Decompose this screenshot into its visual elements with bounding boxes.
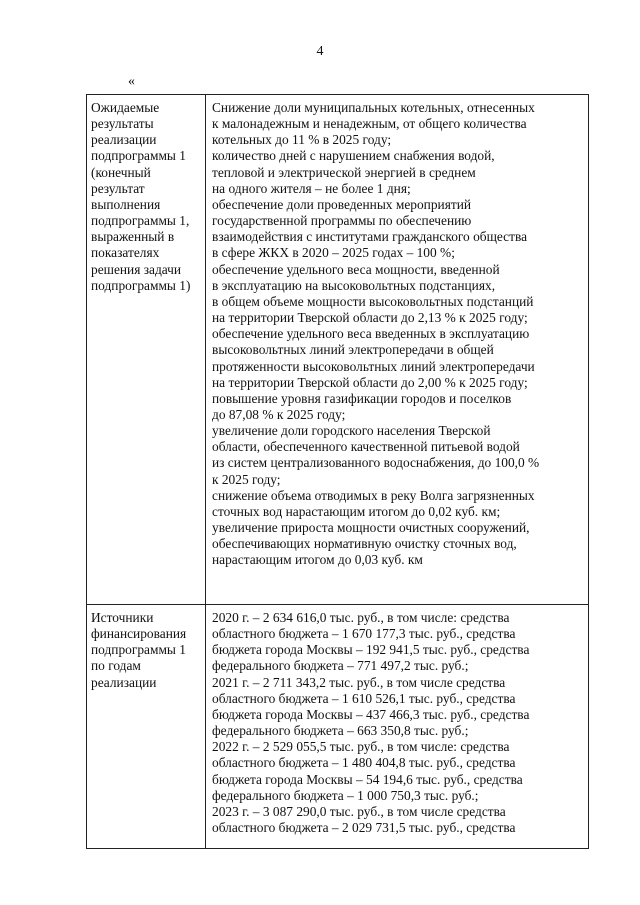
text-line: сточных вод нарастающим итогом до 0,02 куб. км; xyxy=(212,503,501,519)
row-label xyxy=(87,605,205,695)
row-content xyxy=(206,605,588,840)
text-line: котельных до 11 % в 2025 году; xyxy=(212,132,392,148)
row-content-cell xyxy=(206,95,589,605)
text-line: подпрограммы 1 xyxy=(91,642,186,658)
text-line: Ожидаемые xyxy=(91,100,160,115)
text-line: обеспечение удельного веса введенных в эксплуатацию xyxy=(212,326,530,342)
text-line: 2020 г. – 2 634 616,0 тыс. руб., в том числе: средства xyxy=(212,610,510,625)
text-line: протяженности высоковольтных линий электропередачи xyxy=(212,358,535,374)
row-label-cell xyxy=(87,95,206,605)
row-label xyxy=(87,95,205,298)
text-line: подпрограммы 1, xyxy=(91,213,190,229)
text-line: взаимодействия с институтами гражданского общества xyxy=(212,229,528,245)
page-number: 4 xyxy=(316,44,324,59)
text-line: бюджета города Москвы – 54 194,6 тыс. руб., средства xyxy=(212,771,523,787)
text-line: снижение объема отводимых в реку Волга загрязненных xyxy=(212,487,535,503)
text-line: федерального бюджета – 663 350,8 тыс. руб.; xyxy=(212,723,469,739)
text-line: подпрограммы 1 xyxy=(91,148,186,164)
text-line: на территории Тверской области до 2,00 % к 2025 году; xyxy=(212,374,528,390)
text-line: до 87,08 % к 2025 году; xyxy=(212,406,346,422)
text-line: в эксплуатацию на высоковольтных подстанциях, xyxy=(212,277,496,293)
text-line: количество дней с нарушением снабжения водой, xyxy=(212,148,495,164)
text-line: к малонадежным и ненадежным, от общего количества xyxy=(212,116,527,132)
row-content xyxy=(206,95,588,573)
text-line: государственной программы по обеспечению xyxy=(212,213,472,229)
text-line: высоковольтных линий электропередачи в общей xyxy=(212,342,494,358)
text-line: результат xyxy=(91,180,145,196)
text-line: бюджета города Москвы – 437 466,3 тыс. руб., средства xyxy=(212,706,530,722)
text-line: 2022 г. – 2 529 055,5 тыс. руб., в том числе: средства xyxy=(212,739,510,755)
text-line: увеличение прироста мощности очистных сооружений, xyxy=(212,520,530,536)
text-line: бюджета города Москвы – 192 941,5 тыс. руб., средства xyxy=(212,642,530,658)
text-line: областного бюджета – 1 610 526,1 тыс. руб., средства xyxy=(212,690,516,706)
text-line: федерального бюджета – 771 497,2 тыс. руб.; xyxy=(212,658,469,674)
text-line: показателях xyxy=(91,245,160,261)
text-line: по годам xyxy=(91,658,141,674)
text-line: увеличение доли городского населения Тверской xyxy=(212,423,491,439)
text-line: выполнения xyxy=(91,196,161,212)
opening-quote-mark: « xyxy=(128,74,135,89)
table-row-expected-results xyxy=(87,95,589,605)
text-line: Снижение доли муниципальных котельных, отнесенных xyxy=(212,100,535,115)
text-line: в сфере ЖКХ в 2020 – 2025 годах – 100 %; xyxy=(212,245,455,261)
text-line: повышение уровня газификации городов и поселков xyxy=(212,390,512,406)
table-row-funding-sources xyxy=(87,605,589,849)
row-content-cell xyxy=(206,605,589,849)
text-line: области, обеспеченного качественной питьевой водой xyxy=(212,439,520,455)
text-line: на одного жителя – не более 1 дня; xyxy=(212,180,411,196)
text-line: на территории Тверской области до 2,13 % к 2025 году; xyxy=(212,310,528,326)
subprogram-passport-table xyxy=(86,94,589,849)
text-line: решения задачи xyxy=(91,261,182,277)
text-line: обеспечение доли проведенных мероприятий xyxy=(212,196,472,212)
text-line: результаты xyxy=(91,116,154,132)
text-line: обеспечивающих нормативную очистку сточных вод, xyxy=(212,536,517,552)
text-line: подпрограммы 1) xyxy=(91,277,191,293)
text-line: областного бюджета – 1 670 177,3 тыс. руб., средства xyxy=(212,626,516,642)
row-label-cell xyxy=(87,605,206,849)
text-line: обеспечение удельного веса мощности, введенной xyxy=(212,261,500,277)
text-line: из систем централизованного водоснабжения, до 100,0 % xyxy=(212,455,540,471)
text-line: выраженный в xyxy=(91,229,175,245)
text-line: тепловой и электрической энергией в среднем xyxy=(212,164,476,180)
text-line: реализации xyxy=(91,132,157,148)
text-line: Источники xyxy=(91,610,154,625)
text-line: федерального бюджета – 1 000 750,3 тыс. руб.; xyxy=(212,787,479,803)
text-line: (конечный xyxy=(91,164,151,180)
text-line: реализации xyxy=(91,674,157,690)
text-line: 2023 г. – 3 087 290,0 тыс. руб., в том числе средства xyxy=(212,803,506,819)
text-line: к 2025 году; xyxy=(212,471,281,487)
text-line: в общем объеме мощности высоковольтных подстанций xyxy=(212,293,534,309)
text-line: 2021 г. – 2 711 343,2 тыс. руб., в том числе средства xyxy=(212,674,506,690)
text-line: финансирования xyxy=(91,626,187,642)
text-line: областного бюджета – 1 480 404,8 тыс. руб., средства xyxy=(212,755,516,771)
text-line: областного бюджета – 2 029 731,5 тыс. руб., средства xyxy=(212,820,516,836)
text-line: нарастающим итогом до 0,03 куб. км xyxy=(212,552,423,568)
